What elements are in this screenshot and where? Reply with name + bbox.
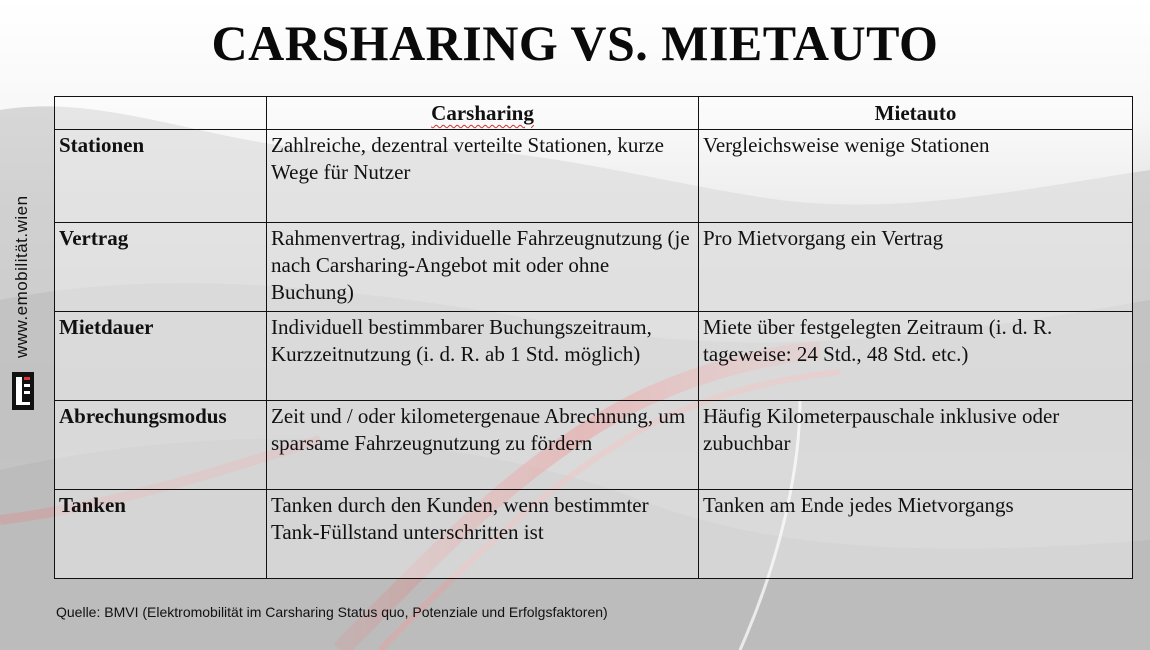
mietauto-cell: Vergleichsweise wenige Stationen bbox=[699, 130, 1133, 223]
carsharing-cell: Zeit und / oder kilometergenaue Abrechnung, um sparsame Fahrzeugnutzung zu fördern bbox=[267, 401, 699, 490]
carsharing-cell: Rahmenvertrag, individuelle Fahrzeugnutzung (je nach Carsharing-Angebot mit oder ohne Buchung) bbox=[267, 223, 699, 312]
header-carsharing: Carsharing bbox=[267, 97, 699, 130]
table-header-row bbox=[55, 97, 1133, 130]
carsharing-cell: Zahlreiche, dezentral verteilte Stationen, kurze Wege für Nutzer bbox=[267, 130, 699, 223]
table-row bbox=[55, 401, 1133, 490]
row-label: Stationen bbox=[55, 130, 267, 223]
header-empty-cell bbox=[55, 97, 267, 130]
brand-logo-icon bbox=[12, 372, 34, 410]
row-label: Abrechungsmodus bbox=[55, 401, 267, 490]
mietauto-cell: Pro Mietvorgang ein Vertrag bbox=[699, 223, 1133, 312]
carsharing-cell: Individuell bestimmbarer Buchungszeitraum, Kurzzeitnutzung (i. d. R. ab 1 Std. möglich) bbox=[267, 312, 699, 401]
mietauto-cell: Häufig Kilometerpauschale inklusive oder zubuchbar bbox=[699, 401, 1133, 490]
table-row bbox=[55, 490, 1133, 579]
row-label: Vertrag bbox=[55, 223, 267, 312]
table-row bbox=[55, 312, 1133, 401]
comparison-table bbox=[54, 96, 1133, 579]
row-label: Tanken bbox=[55, 490, 267, 579]
slide-title: CARSHARING VS. MIETAUTO bbox=[211, 15, 939, 71]
row-label: Mietdauer bbox=[55, 312, 267, 401]
table-row bbox=[55, 223, 1133, 312]
table-row bbox=[55, 130, 1133, 223]
source-footnote: Quelle: BMVI (Elektromobilität im Carsharing Status quo, Potenziale und Erfolgsfaktoren) bbox=[56, 604, 608, 620]
header-mietauto: Mietauto bbox=[699, 97, 1133, 130]
mietauto-cell: Miete über festgelegten Zeitraum (i. d. R. tageweise: 24 Std., 48 Std. etc.) bbox=[699, 312, 1133, 401]
side-brand-text: www.emobilität.wien bbox=[12, 195, 31, 358]
carsharing-cell: Tanken durch den Kunden, wenn bestimmter Tank-Füllstand unterschritten ist bbox=[267, 490, 699, 579]
mietauto-cell: Tanken am Ende jedes Mietvorgangs bbox=[699, 490, 1133, 579]
